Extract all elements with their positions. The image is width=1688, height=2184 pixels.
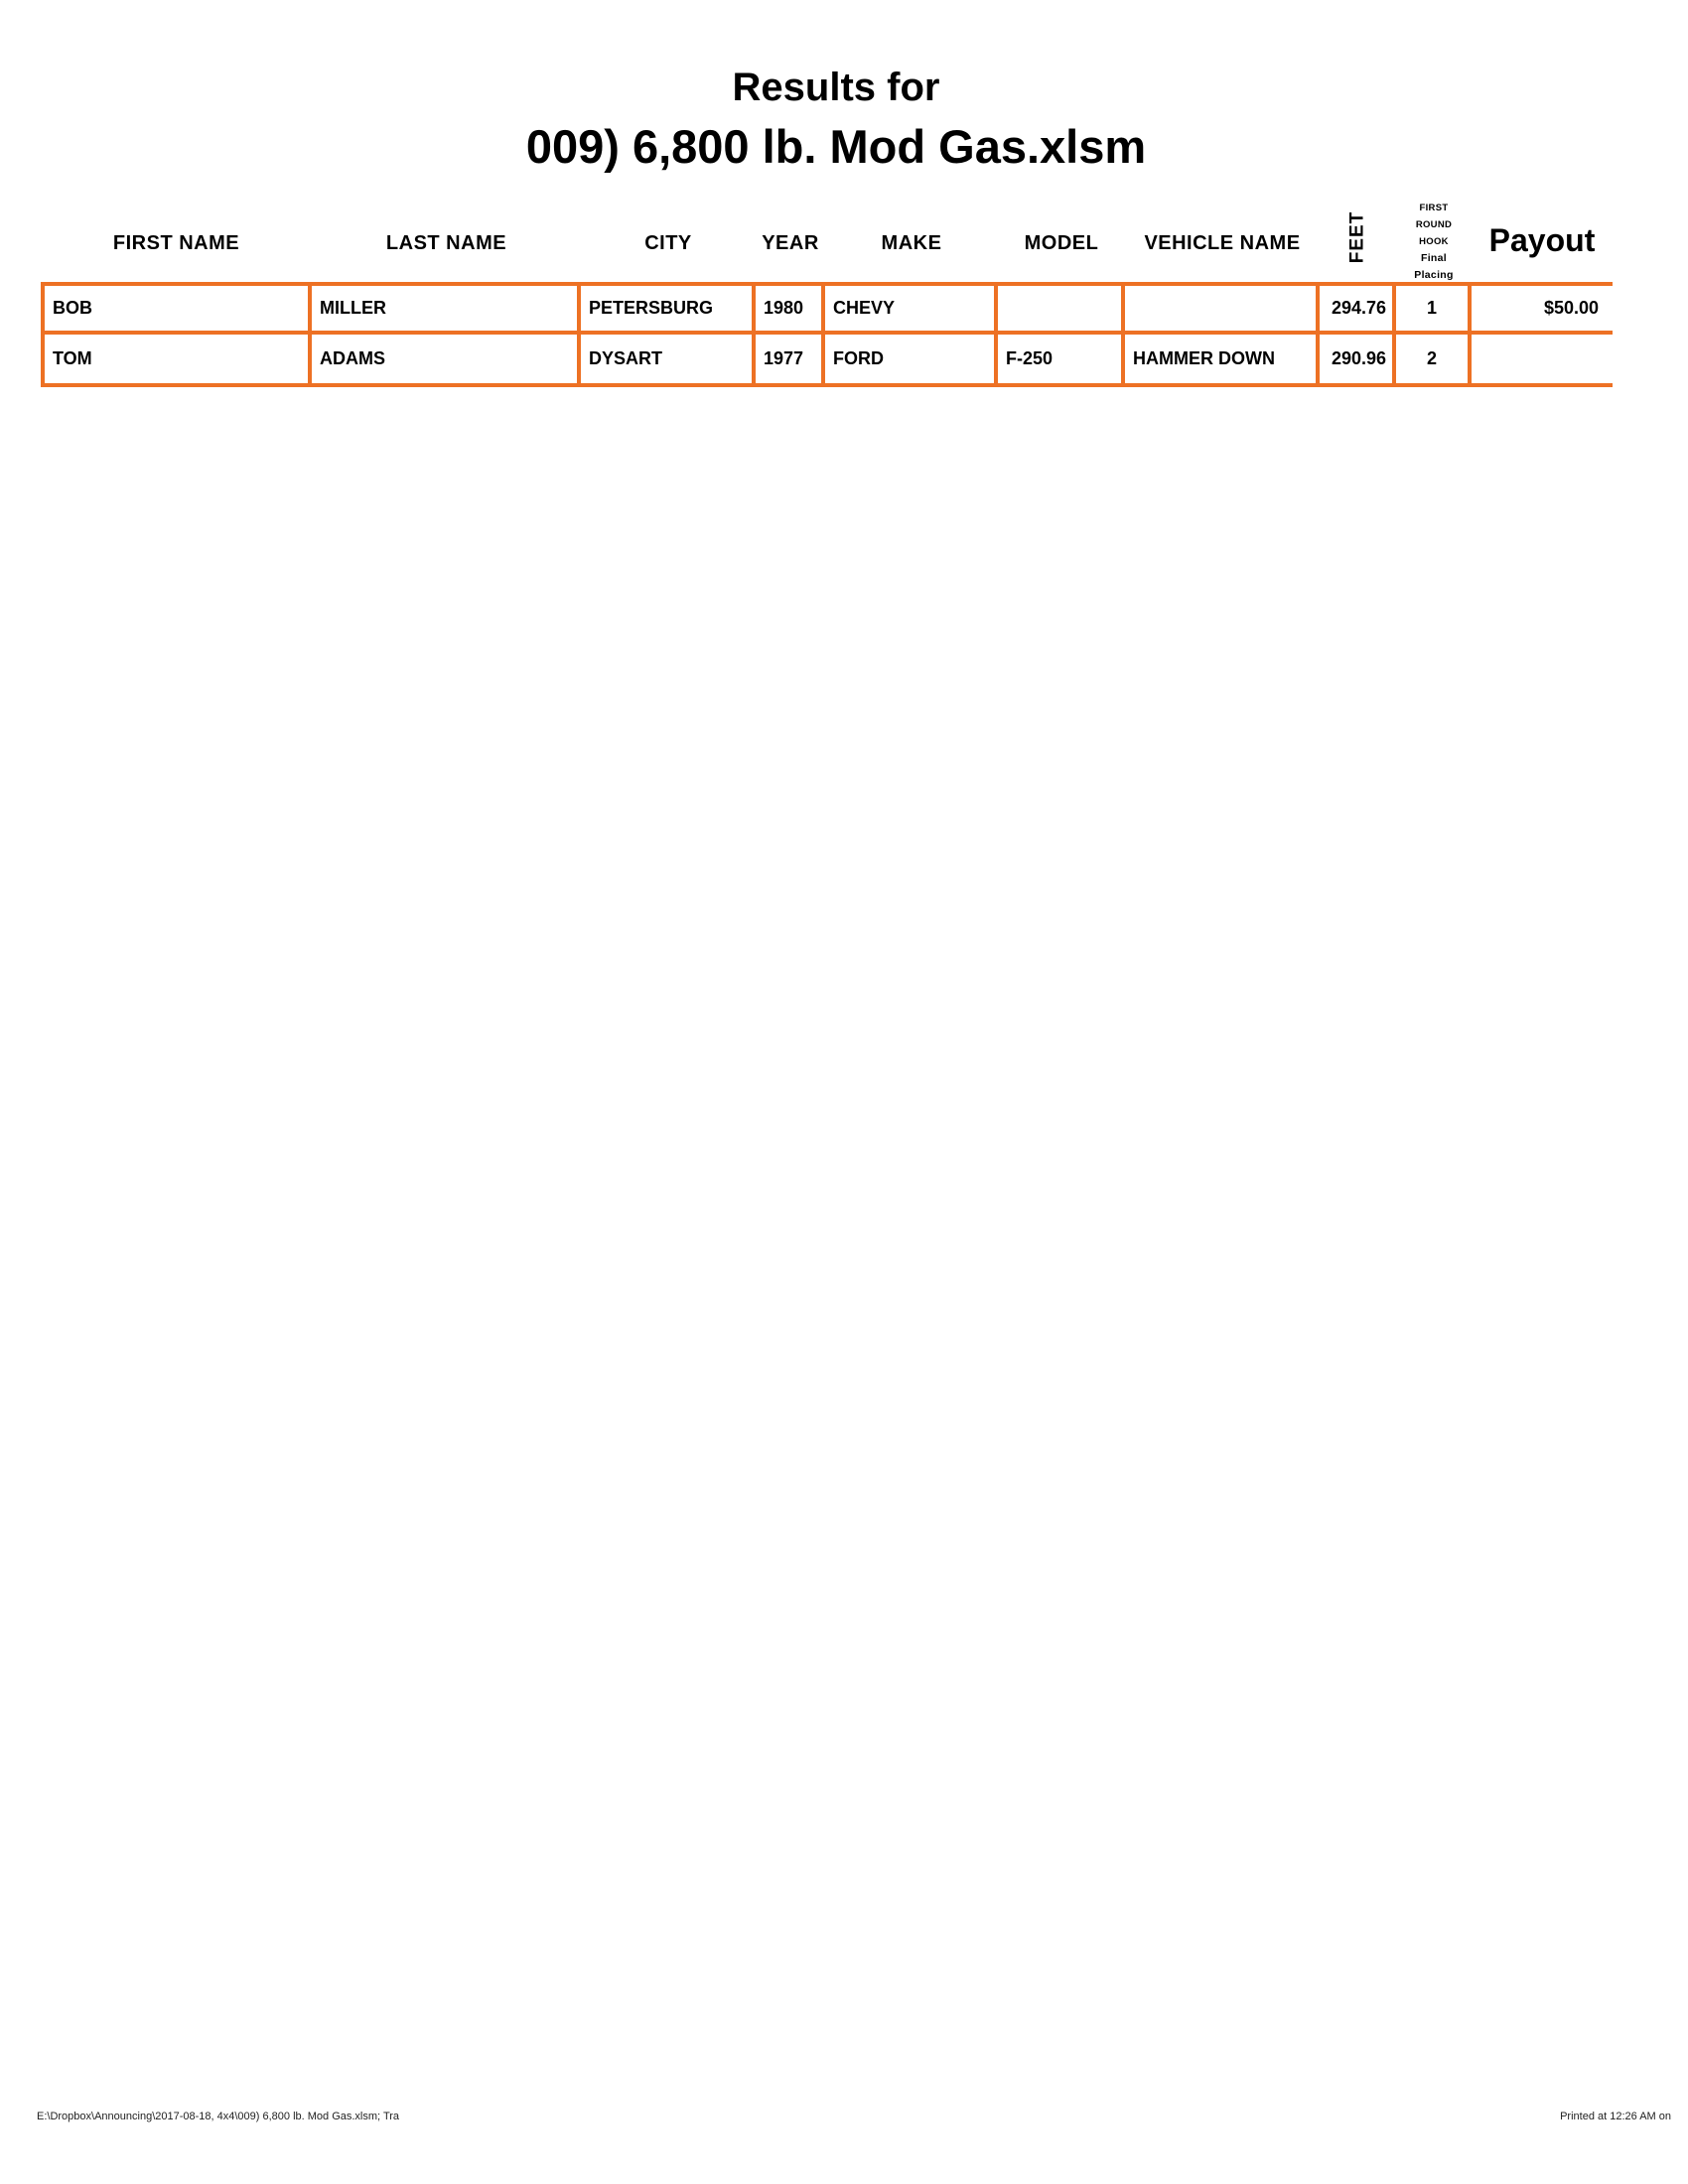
cell-payout bbox=[1472, 335, 1613, 383]
results-table bbox=[41, 282, 1613, 387]
col-header-make: MAKE bbox=[881, 232, 942, 254]
cell-vehicle-name: HAMMER DOWN bbox=[1125, 335, 1320, 383]
file-title: 009) 6,800 lb. Mod Gas.xlsm bbox=[525, 120, 1147, 173]
feet-rotated-label: FEET bbox=[1346, 210, 1368, 264]
cell-make: CHEVY bbox=[825, 286, 998, 335]
footer-printed-at: Printed at 12:26 AM on bbox=[1560, 2111, 1671, 2122]
cell-feet: 290.96 bbox=[1320, 335, 1396, 383]
cell-city: DYSART bbox=[581, 335, 756, 383]
cell-vehicle-name bbox=[1125, 286, 1320, 335]
cell-payout: $50.00 bbox=[1472, 286, 1613, 335]
col-header-year: YEAR bbox=[762, 232, 819, 254]
col-header-first-name: FIRST NAME bbox=[112, 232, 240, 254]
cell-model bbox=[998, 286, 1125, 335]
col-header-model: MODEL bbox=[1024, 232, 1099, 254]
hook-header-line-2: ROUND bbox=[1415, 218, 1453, 230]
col-header-payout: Payout bbox=[1488, 222, 1596, 258]
col-header-feet bbox=[1320, 197, 1396, 278]
col-header-first-round-hook-placing bbox=[1396, 201, 1472, 284]
footer-file-path: E:\Dropbox\Announcing\2017-08-18, 4x4\009) 6,800 lb. Mod Gas.xlsm; Tra bbox=[37, 2111, 400, 2122]
col-header-vehicle-name: VEHICLE NAME bbox=[1144, 232, 1301, 254]
cell-placing: 1 bbox=[1396, 286, 1472, 335]
cell-model: F-250 bbox=[998, 335, 1125, 383]
col-header-last-name: LAST NAME bbox=[385, 232, 507, 254]
hook-header-line-4: Final bbox=[1420, 252, 1447, 265]
cell-year: 1977 bbox=[756, 335, 825, 383]
cell-year: 1980 bbox=[756, 286, 825, 335]
cell-last-name: MILLER bbox=[312, 286, 581, 335]
page-title: Results for bbox=[732, 66, 940, 109]
cell-make: FORD bbox=[825, 335, 998, 383]
cell-placing: 2 bbox=[1396, 335, 1472, 383]
cell-last-name: ADAMS bbox=[312, 335, 581, 383]
hook-header-line-1: FIRST bbox=[1419, 203, 1449, 213]
cell-city: PETERSBURG bbox=[581, 286, 756, 335]
hook-header-line-3: HOOK bbox=[1419, 235, 1449, 247]
hook-header-line-5: Placing bbox=[1414, 269, 1454, 282]
col-header-city: CITY bbox=[644, 232, 692, 254]
cell-feet: 294.76 bbox=[1320, 286, 1396, 335]
cell-first-name: BOB bbox=[45, 286, 312, 335]
cell-first-name: TOM bbox=[45, 335, 312, 383]
